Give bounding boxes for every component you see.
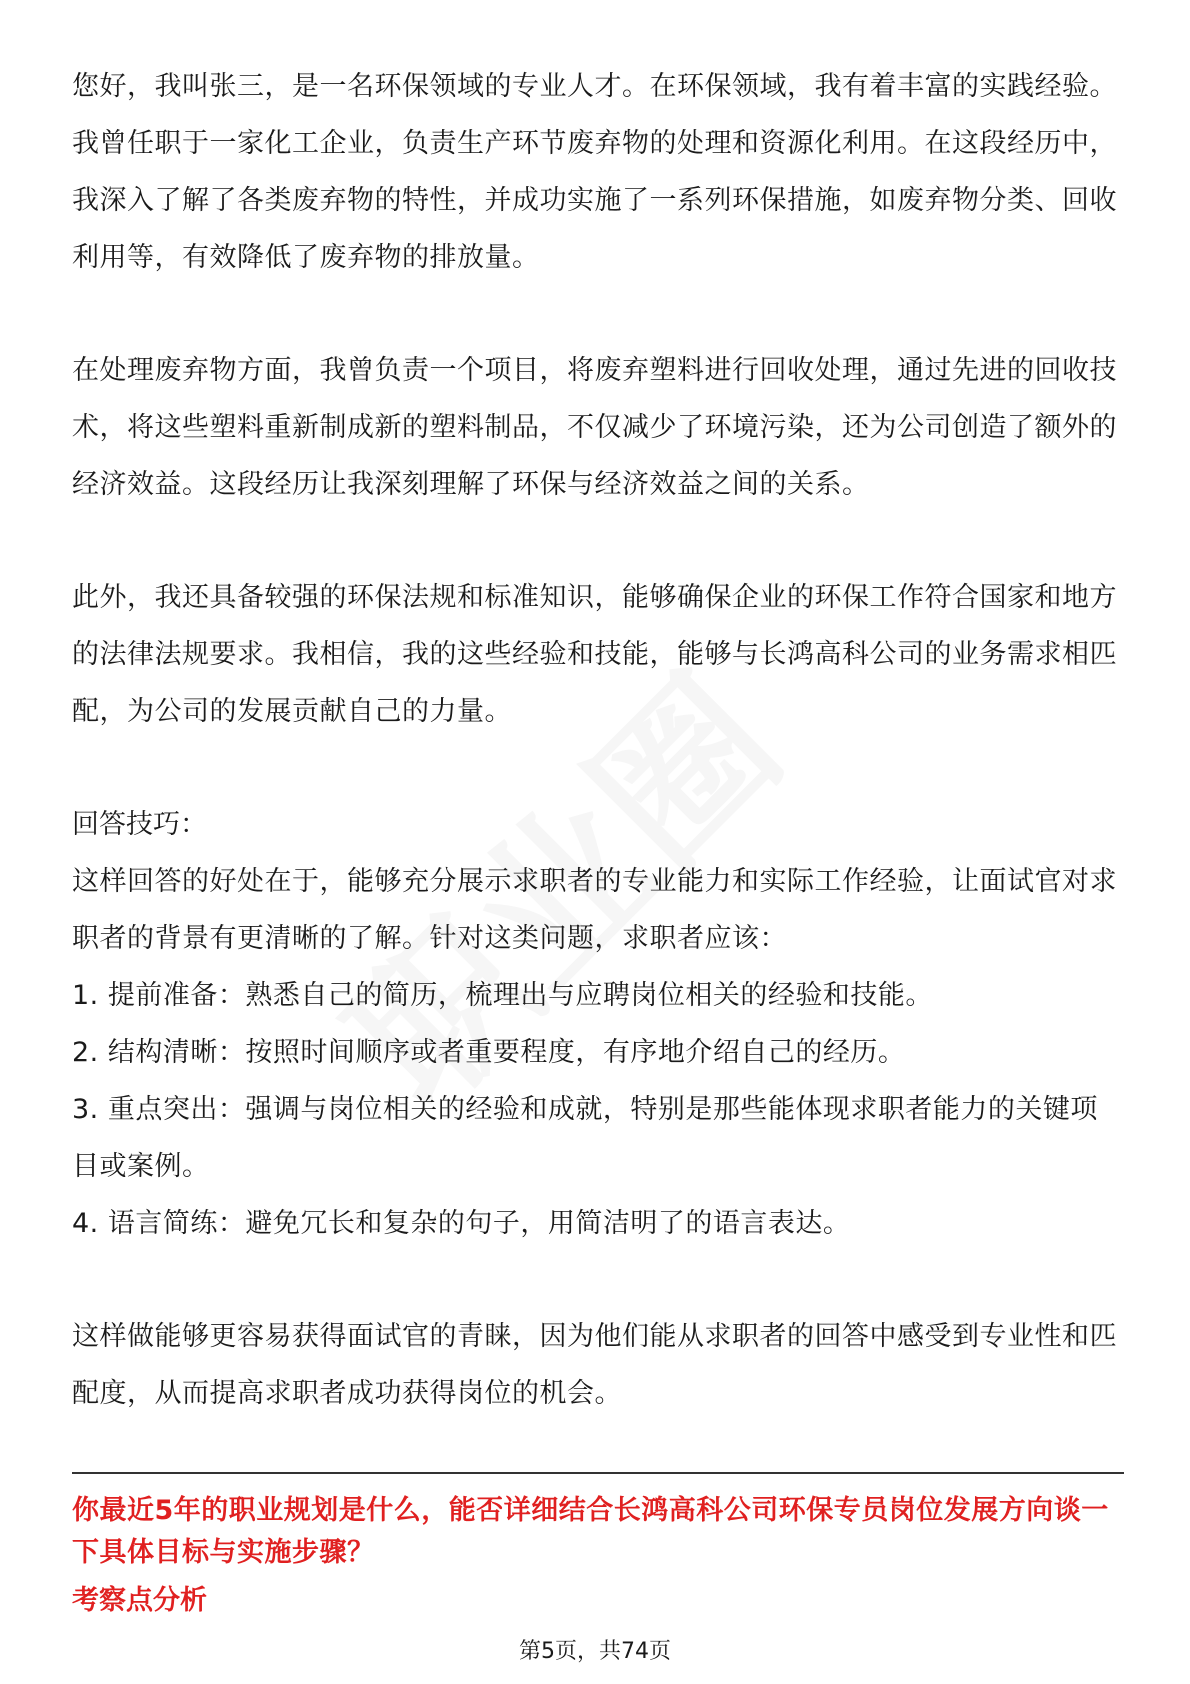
page-number: 第5页，共74页 bbox=[519, 1639, 671, 1664]
answer-paragraph-2: 在处理废弃物方面，我曾负责一个项目，将废弃塑料进行回收处理，通过先进的回收技术，将这些塑料重新制成新的塑料制品，不仅减少了环境污染，还为公司创造了额外的经济效益。这段经历让我深刻理解了环保与经济效益之间的关系。 bbox=[72, 355, 1117, 500]
answer-paragraph-3: 此外，我还具备较强的环保法规和标准知识，能够确保企业的环保工作符合国家和地方的法律法规要求。我相信，我的这些经验和技能，能够与长鸿高科公司的业务需求相匹配，为公司的发展贡献自己的力量。 bbox=[72, 582, 1117, 727]
tips-conclusion: 这样做能够更容易获得面试官的青睐，因为他们能从求职者的回答中感受到专业性和匹配度，从而提高求职者成功获得岗位的机会。 bbox=[72, 1321, 1117, 1409]
tips-title: 回答技巧： bbox=[72, 809, 207, 840]
analysis-heading: 考察点分析 bbox=[72, 1585, 207, 1616]
tip-item: 2. 结构清晰：按照时间顺序或者重要程度，有序地介绍自己的经历。 bbox=[72, 1037, 906, 1068]
tip-item: 1. 提前准备：熟悉自己的简历，梳理出与应聘岗位相关的经验和技能。 bbox=[72, 980, 933, 1011]
page-content bbox=[72, 58, 1124, 1422]
next-question-heading: 你最近5年的职业规划是什么，能否详细结合长鸿高科公司环保专员岗位发展方向谈一下具体目标与实施步骤？ bbox=[72, 1495, 1109, 1568]
tip-item: 3. 重点突出：强调与岗位相关的经验和成就，特别是那些能体现求职者能力的关键项目或案例。 bbox=[72, 1094, 1098, 1182]
answer-paragraph-1: 您好，我叫张三，是一名环保领域的专业人才。在环保领域，我有着丰富的实践经验。我曾任职于一家化工企业，负责生产环节废弃物的处理和资源化利用。在这段经历中，我深入了解了各类废弃物的特性，并成功实施了一系列环保措施，如废弃物分类、回收利用等，有效降低了废弃物的排放量。 bbox=[72, 71, 1117, 273]
section-divider bbox=[72, 1472, 1124, 1474]
tip-item: 4. 语言简练：避免冗长和复杂的句子，用简洁明了的语言表达。 bbox=[72, 1208, 851, 1239]
tips-intro: 这样回答的好处在于，能够充分展示求职者的专业能力和实际工作经验，让面试官对求职者的背景有更清晰的了解。针对这类问题，求职者应该： bbox=[72, 866, 1117, 954]
